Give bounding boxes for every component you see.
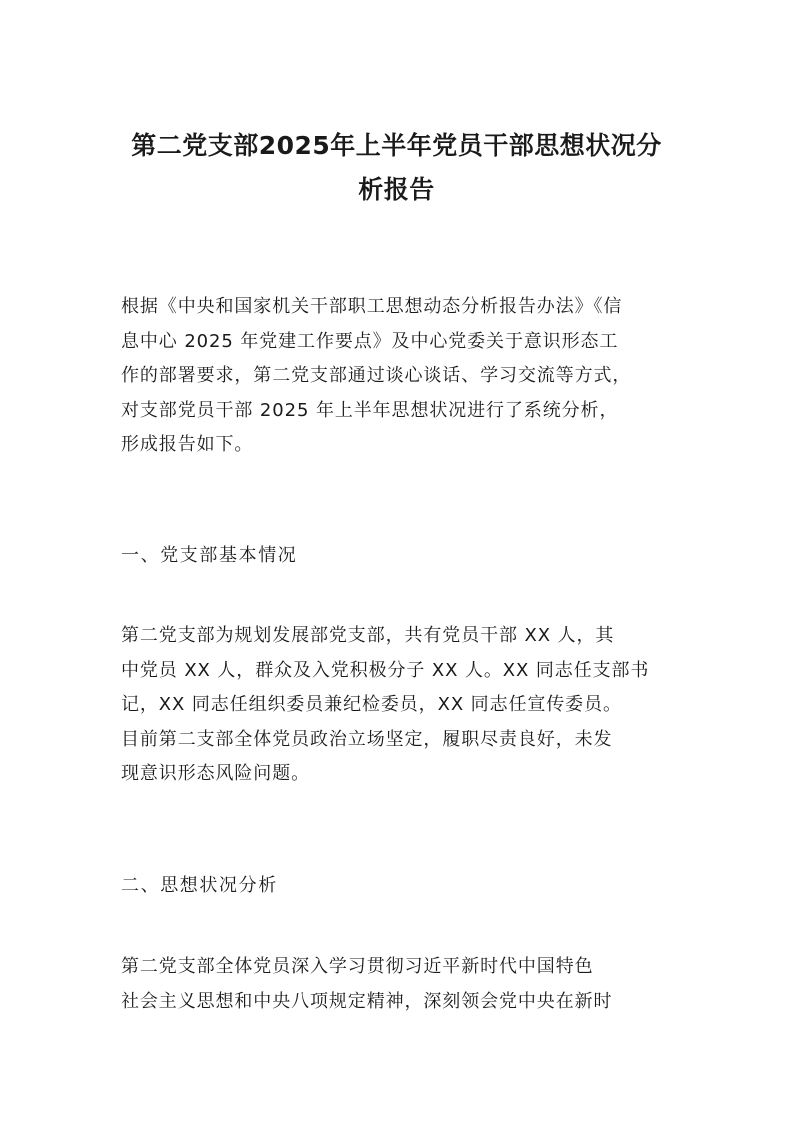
intro-line: 根据《中央和国家机关干部职工思想动态分析报告办法》《信	[121, 296, 623, 317]
title-line-2: 析报告	[358, 175, 435, 204]
basic-info-line: 目前第二支部全体党员政治立场坚定，履职尽责良好，未发	[121, 728, 613, 750]
intro-line: 形成报告如下。	[121, 434, 254, 455]
title-line-1: 第二党支部2025年上半年党员干部思想状况分	[131, 131, 662, 160]
basic-info-paragraph	[121, 619, 673, 792]
section-heading-thought-analysis: 二、思想状况分析	[121, 875, 278, 896]
thought-analysis-line: 社会主义思想和中央八项规定精神，深刻领会党中央在新时	[121, 990, 613, 1012]
thought-analysis-paragraph	[121, 950, 673, 1019]
document-title	[100, 124, 693, 212]
section-heading-basic-info: 一、党支部基本情况	[121, 545, 298, 566]
basic-info-line: 第二党支部为规划发展部党支部，共有党员干部 XX 人，其	[121, 625, 615, 646]
basic-info-line: 中党员 XX 人，群众及入党积极分子 XX 人。XX 同志任支部书	[121, 659, 650, 681]
thought-analysis-line: 第二党支部全体党员深入学习贯彻习近平新时代中国特色	[121, 956, 594, 977]
intro-line: 息中心 2025 年党建工作要点》及中心党委关于意识形态工	[121, 330, 619, 352]
intro-line: 作的部署要求，第二党支部通过谈心谈话、学习交流等方式，	[121, 365, 632, 386]
basic-info-line: 现意识形态风险问题。	[121, 763, 310, 784]
intro-line: 对支部党员干部 2025 年上半年思想状况进行了系统分析，	[121, 399, 619, 421]
basic-info-line: 记，XX 同志任组织委员兼纪检委员，XX 同志任宣传委员。	[121, 694, 622, 715]
intro-paragraph	[121, 290, 673, 463]
